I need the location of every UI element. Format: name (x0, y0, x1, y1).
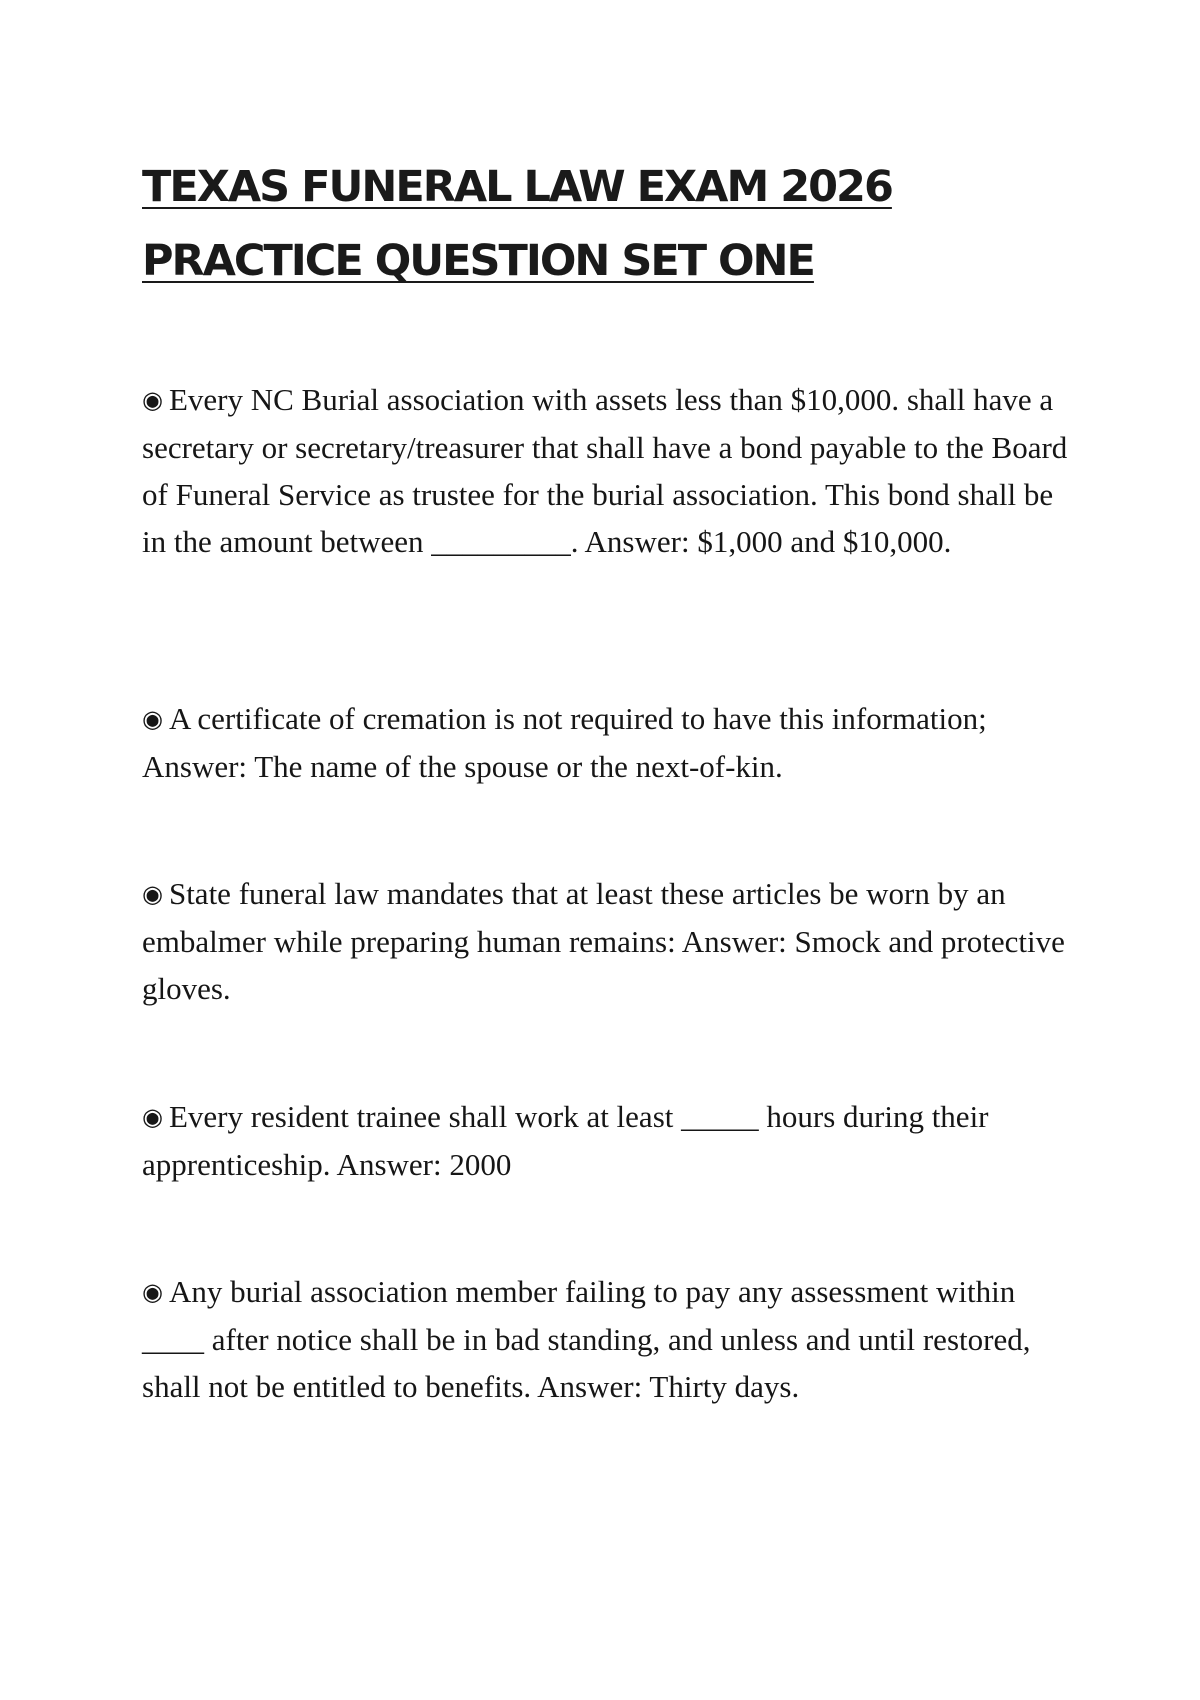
question-item (142, 695, 1082, 790)
question-item (142, 1093, 1082, 1188)
radio-bullet-icon: ◉ (142, 1278, 163, 1306)
radio-bullet-icon: ◉ (142, 880, 163, 908)
radio-bullet-icon: ◉ (142, 705, 163, 733)
question-text: Every NC Burial association with assets less than $10,000. shall have a secretary or secretary/treasurer that shall have a bond payable to the Board of Funeral Service as trustee for the burial association. This bond shall be in the amount between _________. Answer: $1,000 and $10,000. (142, 382, 1068, 559)
question-text: Any burial association member failing to pay any assessment within ____ after notice shall be in bad standing, and unless and until restored, shall not be entitled to benefits. Answer: Thirty days. (142, 1274, 1031, 1404)
question-item (142, 376, 1082, 565)
question-item (142, 1268, 1082, 1410)
document-title-text: TEXAS FUNERAL LAW EXAM 2026 PRACTICE QUESTION SET ONE (142, 162, 892, 286)
question-item (142, 870, 1082, 1012)
document-title (142, 150, 1062, 298)
radio-bullet-icon: ◉ (142, 1103, 163, 1131)
radio-bullet-icon: ◉ (142, 386, 163, 414)
question-text: A certificate of cremation is not required to have this information; Answer: The name of the spouse or the next-of-kin. (142, 701, 987, 784)
question-text: Every resident trainee shall work at least _____ hours during their apprenticeship. Answer: 2000 (142, 1099, 989, 1182)
question-text: State funeral law mandates that at least these articles be worn by an embalmer while preparing human remains: Answer: Smock and protective gloves. (142, 876, 1065, 1006)
